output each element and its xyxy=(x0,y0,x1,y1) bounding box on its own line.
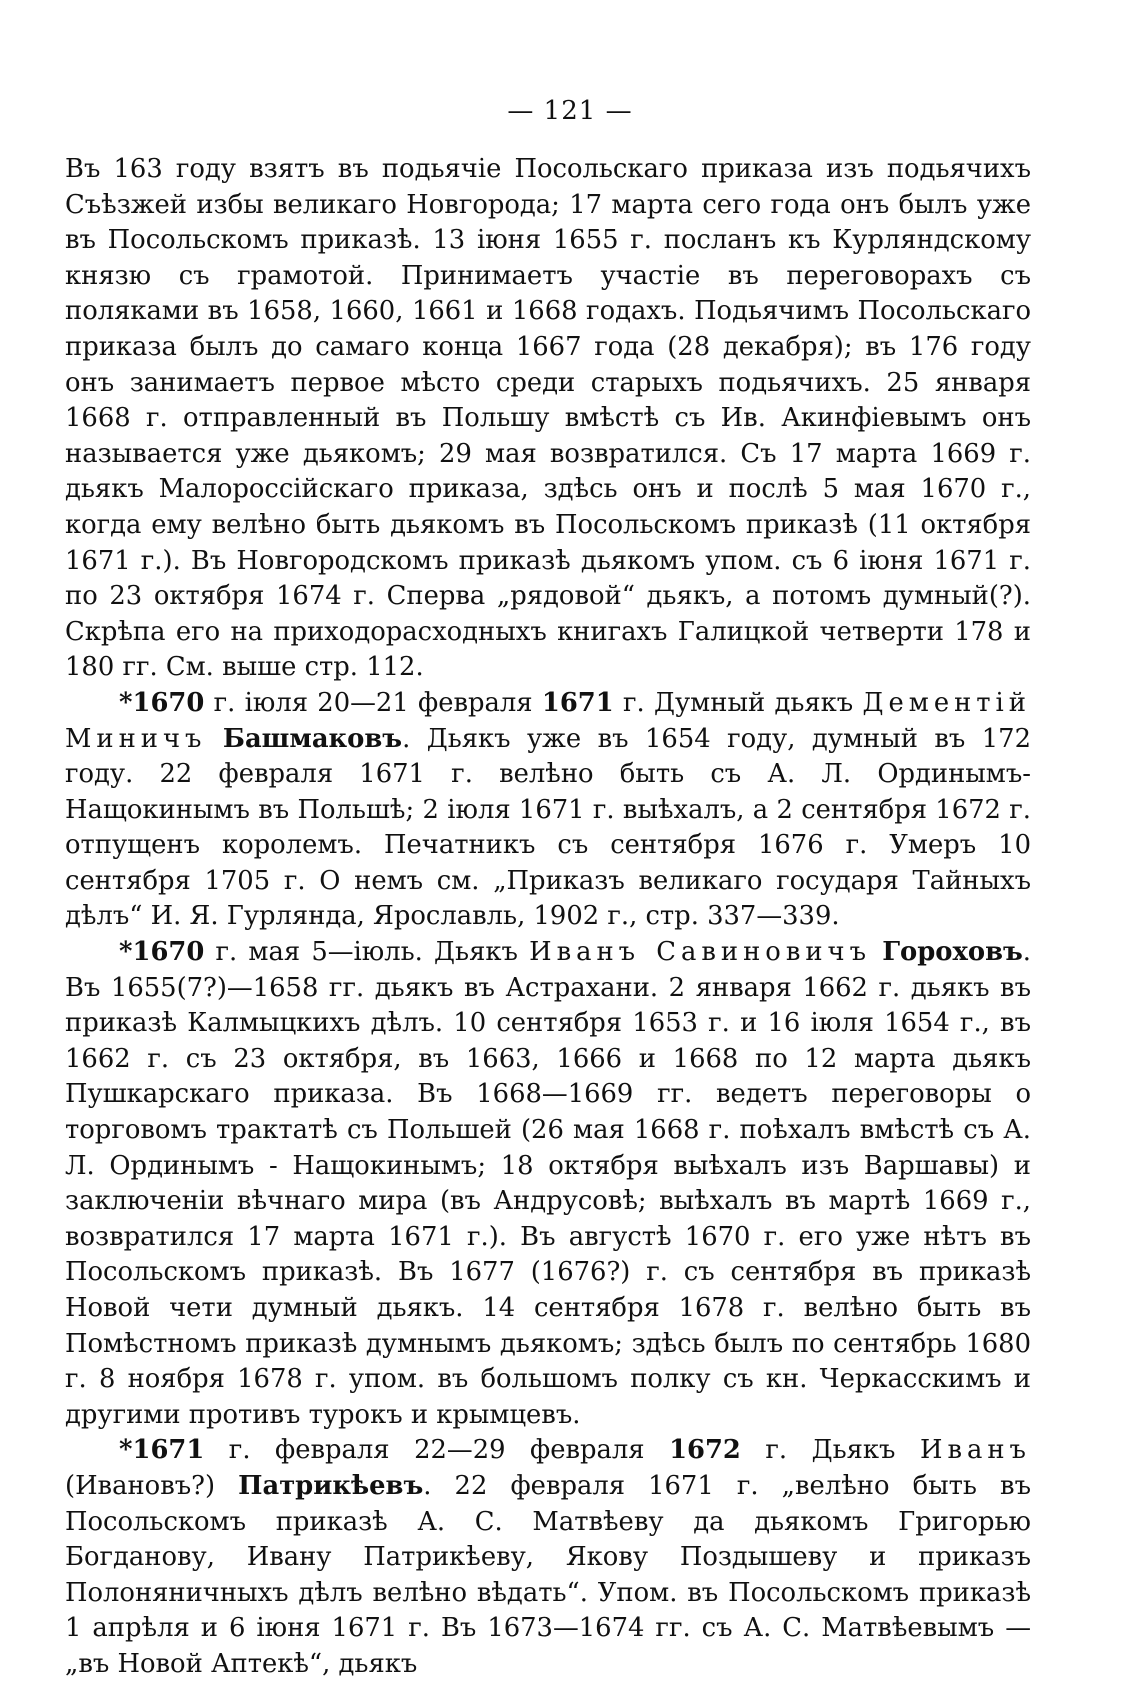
entry-title: г. Думный дьякъ xyxy=(613,687,863,718)
entry-marker-year: *1671 xyxy=(119,1435,205,1466)
entry-gorokhov xyxy=(65,935,1031,1433)
entry-text: . 22 февраля 1671 г. „велѣно быть въ Посольскомъ приказѣ А. С. Матвѣеву да дьякомъ Григорью Богданову, Ивану Патрикѣеву, Якову Поздышеву и приказъ Полоняничныхъ дѣлъ велѣно вѣдать“. Упом. въ Посольскомъ приказѣ 1 апрѣля и 6 іюня 1671 г. Въ 1673—1674 гг. съ А. С. Матвѣевымъ — „въ Новой Аптекѣ“, дьякъ xyxy=(65,1470,1031,1679)
entry-title: г. Дьякъ xyxy=(740,1435,920,1466)
entry-text: . Дьякъ уже въ 1654 году, думный въ 172 году. 22 февраля 1671 г. велѣно быть съ А. Л. Ординымъ-Нащокинымъ въ Польшѣ; 2 іюля 1671 г. выѣхалъ, а 2 сентября 1672 г. отпущенъ королемъ. Печатникъ съ сентября 1676 г. Умеръ 10 сентября 1705 г. О немъ см. „Приказъ великаго государя Тайныхъ дѣлъ“ И. Я. Гурлянда, Ярославль, 1902 г., стр. 337—339. xyxy=(65,723,1031,932)
page-body xyxy=(65,152,1031,1683)
entry-bashmakov xyxy=(65,686,1031,935)
paragraph-text: Въ 163 году взятъ въ подьячіе Посольскаго приказа изъ подьячихъ Съѣзжей избы великаго Новгорода; 17 марта сего года онъ былъ уже въ Посольскомъ приказѣ. 13 іюня 1655 г. посланъ къ Курляндскому князю съ грамотой. Принимаетъ участіе въ переговорахъ съ поляками въ 1658, 1660, 1661 и 1668 годахъ. Подьячимъ Посольскаго приказа былъ до самаго конца 1667 года (28 декабря); въ 176 году онъ занимаетъ первое мѣсто среди старыхъ подьячихъ. 25 января 1668 г. отправленный въ Польшу вмѣстѣ съ Ив. Акинфіевымъ онъ называется уже дьякомъ; 29 мая возвратился. Съ 17 марта 1669 г. дьякъ Малороссійскаго приказа, здѣсь онъ и послѣ 5 мая 1670 г., когда ему велѣно быть дьякомъ въ Посольскомъ приказѣ (11 октября 1671 г.). Въ Новгородскомъ приказѣ дьякомъ упом. съ 6 іюня 1671 г. по 23 октября 1674 г. Сперва „рядовой“ дьякъ, а потомъ думный(?). Скрѣпа его на приходорасходныхъ книгахъ Галицкой четверти 178 и 180 гг. См. выше стр. 112. xyxy=(65,154,1031,683)
entry-dates: г. мая 5—іюль. Дьякъ xyxy=(204,937,530,968)
entry-end-year: 1672 xyxy=(669,1435,741,1466)
name-space xyxy=(206,724,222,754)
entry-dates: г. февраля 22—29 февраля xyxy=(204,1435,670,1466)
name-space xyxy=(871,937,882,967)
page-number: — 121 — xyxy=(507,96,633,126)
person-given-name: Иванъ xyxy=(919,1435,1031,1466)
person-surname: Башмаковъ xyxy=(222,723,403,754)
entry-marker-year: *1670 xyxy=(119,937,205,968)
entry-marker-year: *1670 xyxy=(119,687,205,718)
person-given-name: Иванъ Савиновичъ xyxy=(529,937,872,968)
person-given-name: Дементій Миничъ xyxy=(65,687,1031,754)
person-surname: Гороховъ xyxy=(882,937,1023,968)
person-surname: Патрикѣевъ xyxy=(238,1470,424,1501)
entry-text: . Въ 1655(7?)—1658 гг. дьякъ въ Астрахани. 2 января 1662 г. дьякъ въ приказѣ Калмыцкихъ дѣлъ. 10 сентября 1653 г. и 16 іюля 1654 г., въ 1662 г. съ 23 октября, въ 1663, 1666 и 1668 по 12 марта дьякъ Пушкарскаго приказа. Въ 1668—1669 гг. ведетъ переговоры о торговомъ трактатѣ съ Польшей (26 мая 1668 г. поѣхалъ вмѣстѣ съ А. Л. Ординымъ - Нащокинымъ; 18 октября выѣхалъ изъ Варшавы) и заключеніи вѣчнаго мира (въ Андрусовѣ; выѣхалъ въ мартѣ 1669 г., возвратился 17 марта 1671 г.). Въ августѣ 1670 г. его уже нѣтъ въ Посольскомъ приказѣ. Въ 1677 (1676?) г. съ сентября въ приказѣ Новой чети думный дьякъ. 14 сентября 1678 г. велѣно быть въ Помѣстномъ приказѣ думнымъ дьякомъ; здѣсь былъ по сентябрь 1680 г. 8 ноября 1678 г. упом. въ большомъ полку съ кн. Черкасскимъ и другими противъ турокъ и крымцевъ. xyxy=(65,937,1031,1430)
entry-dates: г. іюля 20—21 февраля xyxy=(204,687,542,718)
paragraph-continuation xyxy=(65,152,1031,686)
person-patronymic: (Ивановъ?) xyxy=(65,1470,239,1501)
entry-end-year: 1671 xyxy=(541,687,614,718)
entry-patrikeev xyxy=(65,1433,1031,1682)
